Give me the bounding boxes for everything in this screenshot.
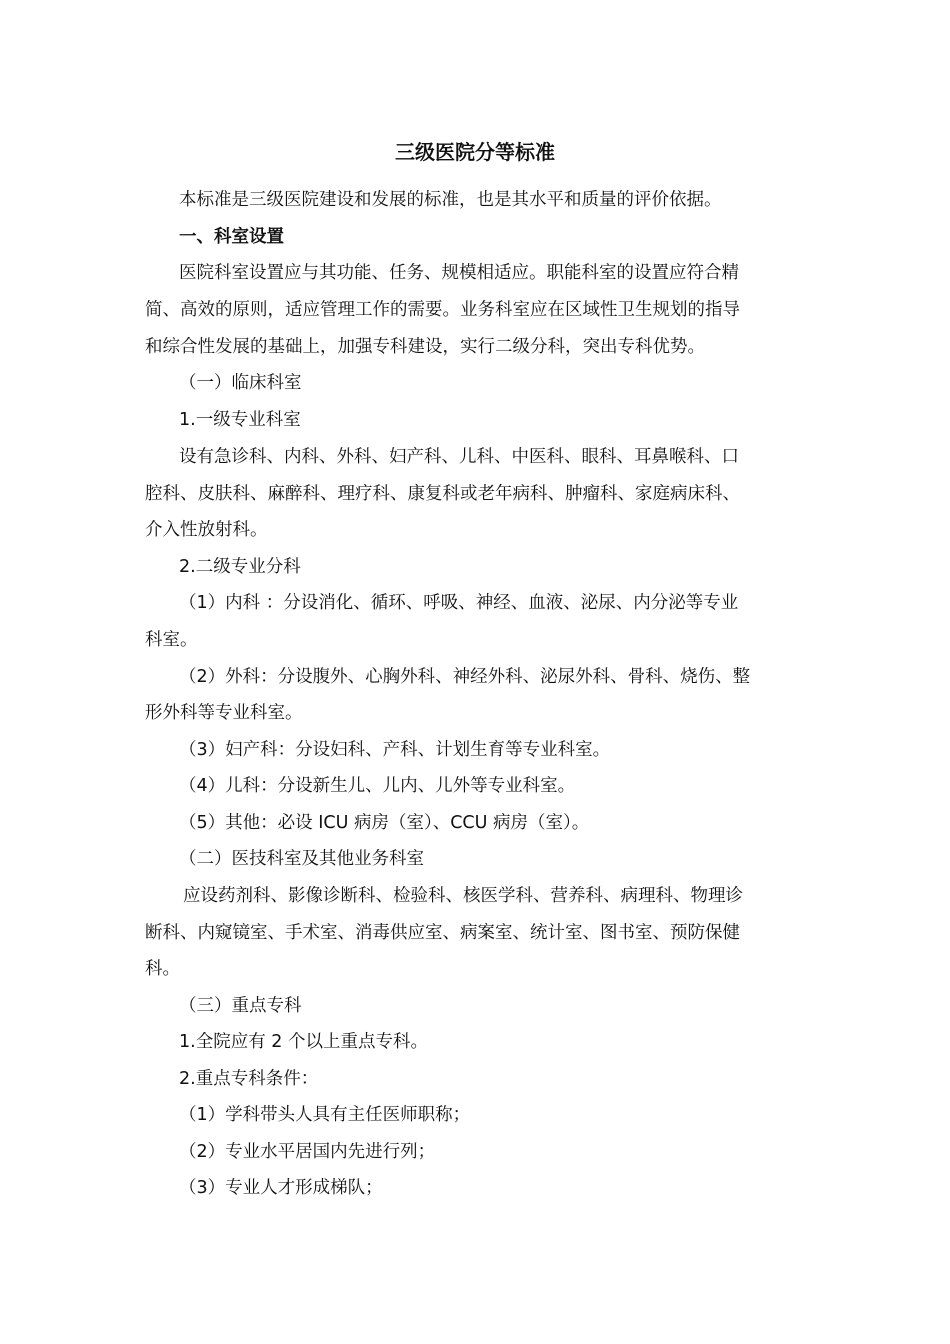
- list-item: （4）儿科：分设新生儿、儿内、儿外等专业科室。: [179, 776, 576, 796]
- list-item-continued: 科室。: [145, 630, 198, 650]
- paragraph-line: 腔科、皮肤科、麻醉科、理疗科、康复科或老年病科、肿瘤科、家庭病床科、: [145, 484, 740, 504]
- paragraph-line: 和综合性发展的基础上，加强专科建设，实行二级分科，突出专科优势。: [145, 337, 705, 357]
- paragraph-line: 断科、内窥镜室、手术室、消毒供应室、病案室、统计室、图书室、预防保健: [145, 923, 740, 943]
- list-item: （1）学科带头人具有主任医师职称；: [179, 1105, 471, 1125]
- list-item-continued: 形外科等专业科室。: [145, 703, 303, 723]
- paragraph-line: 医院科室设置应与其功能、任务、规模相适应。职能科室的设置应符合精: [179, 263, 739, 283]
- list-item: （3）妇产科：分设妇科、产科、计划生育等专业科室。: [179, 740, 611, 760]
- paragraph-line: 科。: [145, 959, 180, 979]
- subsection-heading: （一）临床科室: [179, 373, 302, 393]
- paragraph-line: 应设药剂科、影像诊断科、检验科、核医学科、营养科、病理科、物理诊: [183, 886, 743, 906]
- paragraph-line: 介入性放射科。: [145, 520, 268, 540]
- list-item: （3）专业人才形成梯队；: [179, 1178, 383, 1198]
- list-item: （2）专业水平居国内先进行列；: [179, 1142, 436, 1162]
- item-heading: 1.一级专业科室: [179, 410, 301, 430]
- subsection-heading: （二）医技科室及其他业务科室: [179, 849, 424, 869]
- list-item: （2）外科：分设腹外、心胸外科、神经外科、泌尿外科、骨科、烧伤、整: [179, 667, 751, 687]
- list-item: 2.重点专科条件：: [179, 1069, 319, 1089]
- item-heading: 2.二级专业分科: [179, 557, 301, 577]
- intro-paragraph: 本标准是三级医院建设和发展的标准，也是其水平和质量的评价依据。: [179, 190, 722, 210]
- paragraph-line: 简、高效的原则，适应管理工作的需要。业务科室应在区域性卫生规划的指导: [145, 300, 740, 320]
- paragraph-line: 设有急诊科、内科、外科、妇产科、儿科、中医科、眼科、耳鼻喉科、口: [179, 447, 739, 467]
- subsection-heading: （三）重点专科: [179, 996, 302, 1016]
- section-heading: 一、科室设置: [179, 227, 284, 247]
- list-item: （5）其他：必设 ICU 病房（室）、CCU 病房（室）。: [179, 813, 590, 833]
- list-item: 1.全院应有 2 个以上重点专科。: [179, 1032, 428, 1052]
- document-title: 三级医院分等标准: [395, 140, 555, 164]
- list-item: （1）内科 ：分设消化、循环、呼吸、神经、血液、泌尿、内分泌等专业: [179, 593, 739, 613]
